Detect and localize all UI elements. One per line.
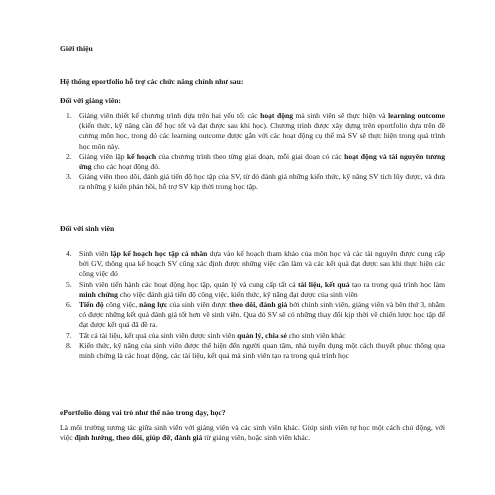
text-run: của chương trình theo từng giai đoạn, mỗi giai đoạn có các — [156, 151, 345, 161]
list-item-number: 4. — [66, 249, 72, 258]
list-item-number: 2. — [66, 151, 72, 161]
bold-text: hoạt động — [260, 111, 294, 120]
text-run: Sinh viên — [79, 249, 111, 258]
system-heading: Hệ thống eportfolio hỗ trợ các chức năng chính như sau: — [60, 77, 244, 86]
students-list — [60, 249, 445, 361]
role-paragraph — [60, 423, 445, 443]
text-run: Sinh viên tiến hành các hoạt động học tập, quản lý và cung cấp tất cả — [79, 279, 298, 289]
list-item — [60, 172, 445, 192]
bold-text: minh chứng — [79, 289, 118, 299]
list-item-number: 7. — [66, 330, 72, 340]
list-item — [60, 249, 445, 280]
text-run: tạo ra trong quá trình học làm — [349, 279, 445, 289]
bold-text: năng lực — [139, 300, 168, 310]
text-run: cho các hoạt động đó. — [91, 162, 160, 172]
list-item-number: 1. — [66, 111, 72, 120]
teachers-heading: Đối với giảng viên: — [60, 96, 121, 105]
text-run: Giảng viên thiết kế chương trình dựa trên hai yếu tố: các — [79, 111, 261, 120]
text-run: cho sinh viên khác — [286, 330, 346, 340]
list-item — [60, 280, 445, 300]
list-item-number: 5. — [66, 279, 72, 289]
list-item — [60, 152, 445, 172]
text-run: dựa vào kế hoạch tham khảo của môn học và các tài nguyên được cung cấp bởi GV, thông qua kế hoạch SV cũng xác định được những việc cần làm và các kết quả đạt được sau khi thực hiện các công việc đó — [79, 249, 445, 279]
text-run: công việc, — [103, 300, 140, 310]
bold-text: learning outcome — [388, 111, 445, 120]
text-run: Kiến thức, kỹ năng của sinh viên được thể hiện đến người quan tâm, nhà tuyển dụng một cách thuyết phục thông qua minh chứng là các hoạt động, các tài liệu, kết quả mà sinh viên tạo ra trong quá trình học — [79, 340, 445, 361]
bold-text: định hướng, theo dõi, giúp đỡ, đánh giá — [74, 433, 203, 443]
students-heading: Đối với sinh viên — [60, 224, 115, 233]
text-run: bởi chính sinh viên, giảng viên và bên thứ 3, nhằm có được những kết quả đánh giá tốt hơn về sinh viên. Qua đó SV sẽ có những thay đổi kịp thời về chiến lược học tập để đạt được kết quả đã đề ra. — [79, 300, 445, 330]
list-item-number: 6. — [66, 300, 72, 310]
bold-text: quản lý, chia sẻ — [237, 330, 287, 340]
text-run: từ giảng viên, hoặc sinh viên khác. — [202, 433, 310, 443]
bold-text: tài liệu, kết quả — [297, 279, 350, 289]
list-item-number: 3. — [66, 172, 72, 182]
list-item-number: 8. — [66, 340, 72, 350]
text-run: Tất cả tài liệu, kết quả của sinh viên được sinh viên — [79, 330, 238, 340]
text-run: mà sinh viên sẽ thực hiện và — [293, 111, 389, 120]
text-run: cho việc đánh giá tiến độ công việc, kiến thức, kỹ năng đạt được của sinh viên — [117, 289, 358, 299]
text-run: (kiến thức, kỹ năng cần để học tốt và đạt được sau khi học). Chương trình được xây dựng trên eportfolio dựa trên đề cương môn học, trong đó các learning outcome được gắn với các hoạt động cụ thể mà SV sẽ thực hiện trong quá trình học môn này. — [79, 121, 445, 151]
text-run: của sinh viên được — [167, 300, 230, 310]
bold-text: hoạt động và tài nguyên tương ứng — [79, 151, 446, 172]
role-heading: ePortfolio đóng vai trò như thế nào trong dạy, học? — [60, 408, 226, 417]
teachers-list — [60, 111, 445, 193]
text-run: Giảng viên theo dõi, đánh giá tiến độ học tập của SV, từ đó đánh giá những kiến thức, kỹ năng SV tích lũy được, và đưa ra những ý kiến phản hồi, hỗ trợ SV kịp thời trong học tập. — [79, 172, 445, 192]
text-run: Là môi trường tương tác giữa sinh viên với giảng viên và các sinh viên khác. Giúp sinh viên tự học một cách chủ động, với việc — [60, 423, 445, 443]
list-item — [60, 300, 445, 331]
list-item — [60, 111, 445, 152]
text-run: Giảng viên lập — [79, 151, 127, 161]
bold-text: kế hoạch — [126, 151, 157, 161]
list-item — [60, 331, 445, 341]
bold-text: Tiến độ — [79, 300, 104, 310]
bold-text: lập kế hoạch học tập cá nhân — [110, 249, 208, 258]
bold-text: theo dõi, đánh giá — [229, 300, 288, 310]
list-item — [60, 341, 445, 361]
intro-heading: Giới thiệu — [60, 44, 93, 53]
